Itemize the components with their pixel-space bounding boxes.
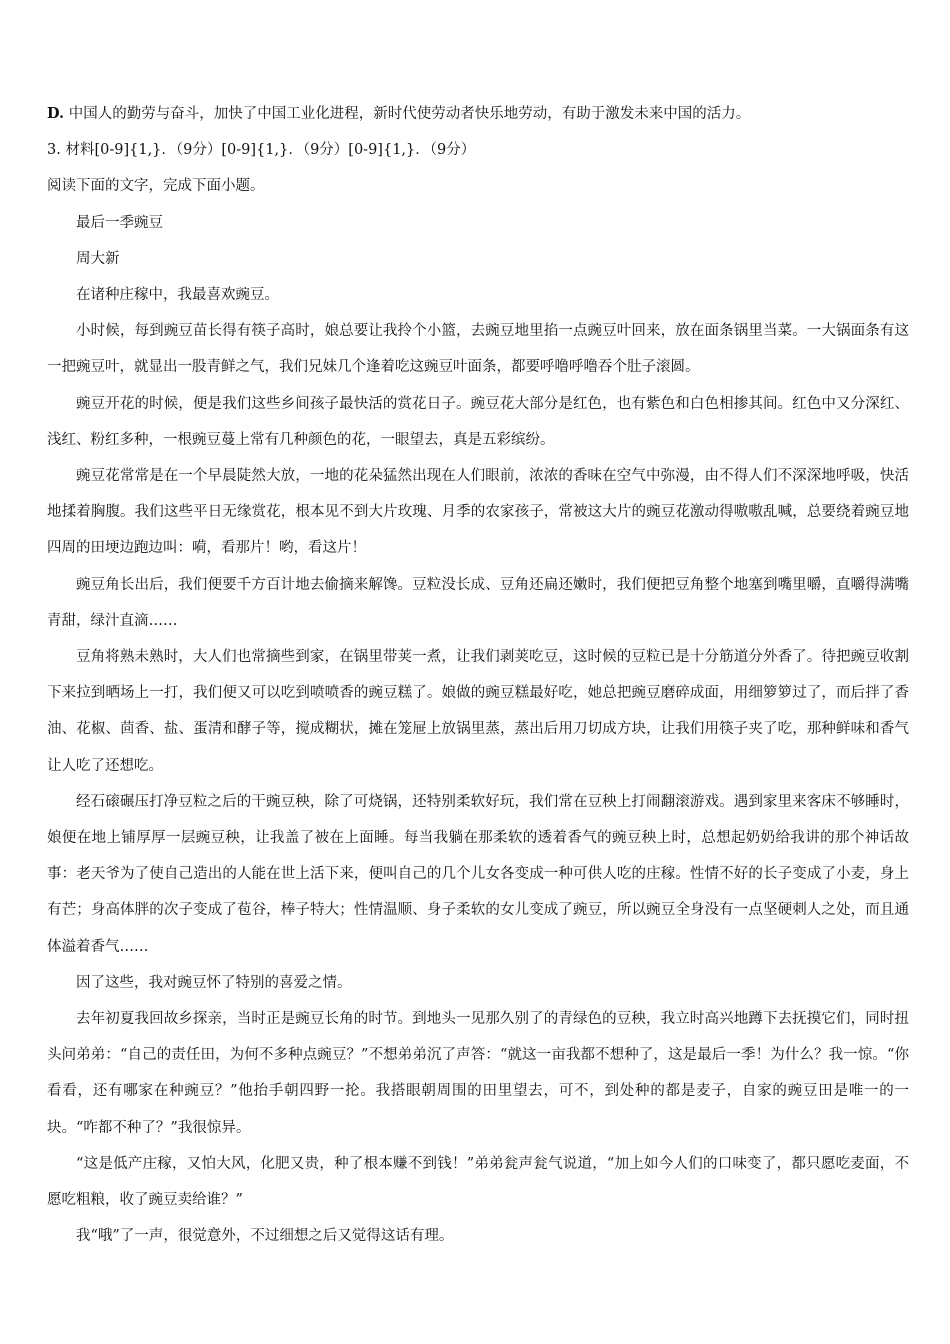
question-3-line (47, 132, 909, 168)
article-paragraph: 我“哦”了一声，很觉意外，不过细想之后又觉得这话有理。 (76, 1228, 454, 1245)
article-paragraph: 豌豆角长出后，我们便要千方百计地去偷摘来解馋。豆粒没长成、豆角还扁还嫩时，我们便把豆角整个地塞到嘴里嚼，直嚼得满嘴青甜，绿汁直滴…… (47, 576, 909, 629)
article-author: 周大新 (76, 250, 120, 267)
question-3-text: 材料[0-9]{1,}．（9分）[0-9]{1,}．（9分）[0-9]{1,}．（9分） (65, 142, 476, 159)
document-page (47, 96, 909, 1255)
article-paragraph: “这是低产庄稼，又怕大风，化肥又贵，种了根本赚不到钱！”弟弟瓮声瓮气说道，“加上如今人们的口味变了，都只愿吃麦面，不愿吃粗粮，收了豌豆卖给谁？” (47, 1155, 909, 1209)
option-d-line (47, 96, 909, 132)
article-paragraph: 豌豆开花的时候，便是我们这些乡间孩子最快活的赏花日子。豌豆花大部分是红色，也有紫色和白色相掺其间。红色中又分深红、浅红、粉红多种，一根豌豆蔓上常有几种颜色的花，一眼望去，真是五彩缤纷。 (47, 395, 909, 448)
article-paragraph: 小时候，每到豌豆苗长得有筷子高时，娘总要让我拎个小篮，去豌豆地里掐一点豌豆叶回来，放在面条锅里当菜。一大锅面条有这一把豌豆叶，就显出一股青鲜之气，我们兄妹几个逢着吃这豌豆叶面条，都要呼噜呼噜吞个肚子滚圆。 (47, 323, 909, 376)
article-paragraph: 经石磙碾压打净豆粒之后的干豌豆秧，除了可烧锅，还特别柔软好玩，我们常在豆秧上打闹翻滚游戏。遇到家里来客床不够睡时，娘便在地上铺厚厚一层豌豆秧，让我盖了被在上面睡。每当我躺在那柔软的透着香气的豌豆秧上时，总想起奶奶给我讲的那个神话故事：老天爷为了使自己造出的人能在世上活下来，便叫自己的几个儿女各变成一种可供人吃的庄稼。性情不好的长子变成了小麦，身上有芒；身高体胖的次子变成了苞谷，棒子特大；性情温顺、身子柔软的女儿变成了豌豆，所以豌豆全身没有一点坚硬刺人之处，而且通体溢着香气…… (47, 793, 909, 955)
article-paragraph: 豆角将熟未熟时，大人们也常摘些到家，在锅里带荚一煮，让我们剥荚吃豆，这时候的豆粒已是十分筋道分外香了。待把豌豆收割下来拉到晒场上一打，我们便又可以吃到喷喷香的豌豆糕了。娘做的豌豆糕最好吃，她总把豌豆磨碎成面，用细箩箩过了，而后拌了香油、花椒、茴香、盐、蛋清和酵子等，搅成糊状，摊在笼屉上放锅里蒸，蒸出后用刀切成方块，让我们用筷子夹了吃，那种鲜味和香气让人吃了还想吃。 (47, 649, 909, 774)
article-paragraph: 因了这些，我对豌豆怀了特别的喜爱之情。 (76, 974, 352, 991)
article-paragraph: 在诸种庄稼中，我最喜欢豌豆。 (76, 287, 279, 304)
option-d-text: 中国人的勤劳与奋斗，加快了中国工业化进程，新时代使劳动者快乐地劳动，有助于激发未来中国的活力。 (68, 106, 751, 122)
article-paragraph: 豌豆花常常是在一个早晨陡然大放，一地的花朵猛然出现在人们眼前，浓浓的香味在空气中弥漫，由不得人们不深深地呼吸，快活地揉着胸腹。我们这些平日无缘赏花，根本见不到大片玫瑰、月季的农家孩子，常被这大片的豌豆花激动得嗷嗷乱喊，总要绕着豌豆地四周的田埂边跑边叫：嗬，看那片！哟，看这片！ (47, 468, 909, 557)
article-paragraph: 去年初夏我回故乡探亲，当时正是豌豆长角的时节。到地头一见那久别了的青绿色的豆秧，我立时高兴地蹲下去抚摸它们，同时扭头问弟弟：“自己的责任田，为何不多种点豌豆？”不想弟弟沉了声答：“就这一亩我都不想种了，这是最后一季！为什么？我一惊。“你看看，还有哪家在种豌豆？”他抬手朝四野一抡。我搭眼朝周围的田里望去，可不，到处种的都是麦子，自家的豌豆田是唯一的一块。“咋都不种了？”我很惊异。 (47, 1011, 909, 1136)
question-3-label: 3. (47, 142, 61, 159)
article-title: 最后一季豌豆 (76, 214, 163, 231)
reading-instruction: 阅读下面的文字，完成下面小题。 (47, 178, 265, 195)
option-d-label: D. (47, 105, 65, 122)
